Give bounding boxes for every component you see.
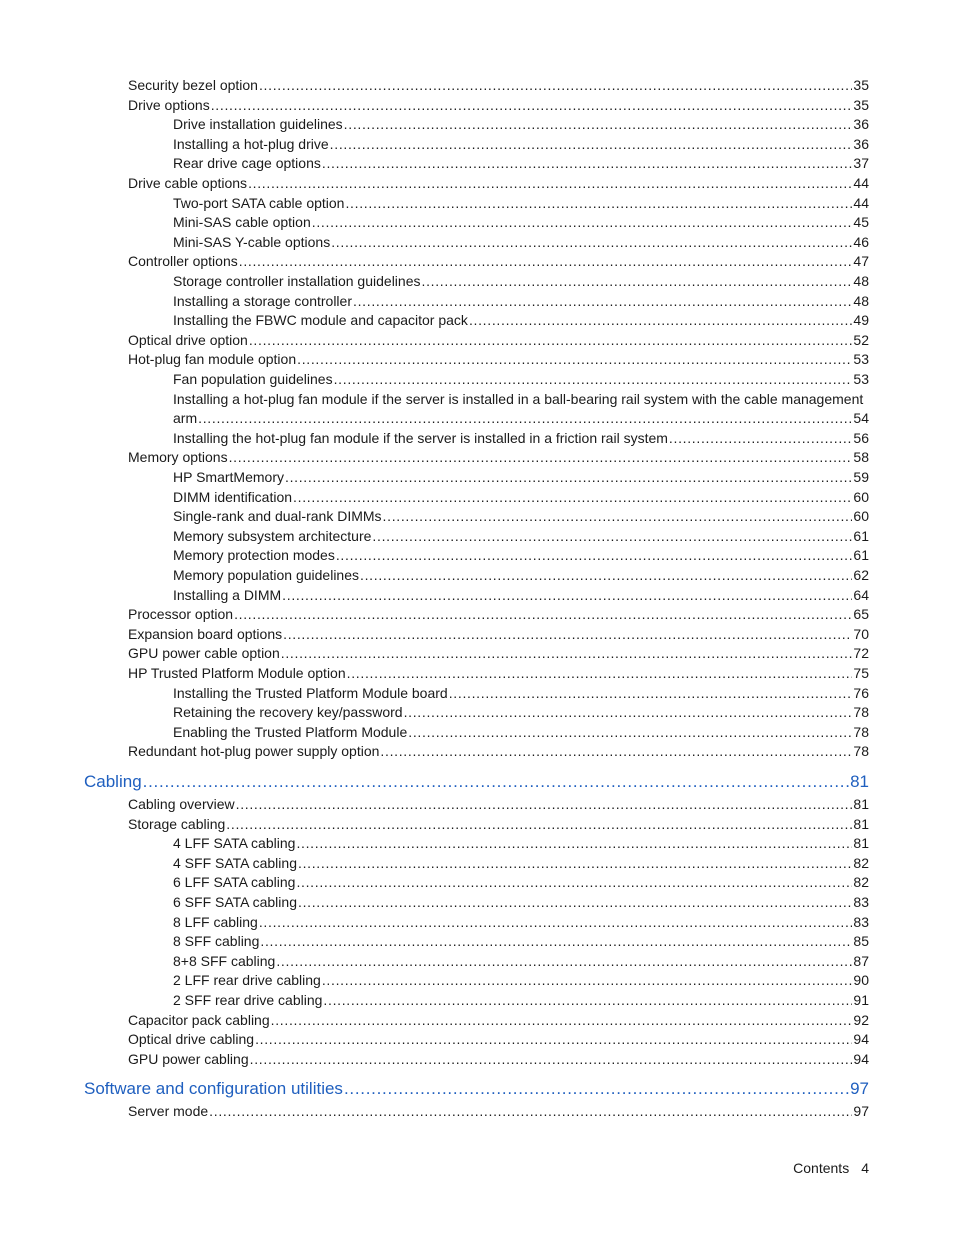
toc-page-number: 81: [853, 815, 869, 832]
dot-leader: [239, 252, 853, 270]
toc-chapter-title: Software and configuration utilities: [84, 1079, 343, 1099]
toc-page-number: 70: [853, 625, 869, 642]
toc-entry-label: Memory options: [128, 449, 228, 466]
toc-page-number: 36: [853, 135, 869, 152]
dot-leader: [312, 213, 853, 231]
toc-entry-link[interactable]: [128, 644, 869, 662]
toc-entry-label: arm: [173, 410, 198, 427]
toc-page-number: 64: [853, 586, 869, 603]
dot-leader: [421, 272, 852, 290]
toc-entry-label: 8+8 SFF cabling: [173, 952, 276, 969]
toc-chapter-link[interactable]: [84, 771, 869, 793]
toc-entry-link[interactable]: [173, 566, 869, 584]
toc-page-number: 81: [850, 772, 869, 791]
dot-leader: [298, 854, 852, 872]
dot-leader: [249, 331, 853, 349]
toc-entry-label: Rear drive cage options: [173, 155, 321, 172]
toc-entry-label: Cabling overview: [128, 796, 235, 812]
toc-page-number: 53: [853, 351, 869, 368]
toc-page-number: 78: [853, 704, 869, 721]
toc-entry-link[interactable]: [173, 971, 869, 989]
dot-leader: [226, 815, 852, 833]
toc-entry-link[interactable]: [173, 213, 869, 231]
toc-entry-label: Mini-SAS Y-cable options: [173, 233, 331, 250]
toc-page-number: 60: [853, 488, 869, 505]
toc-page-number: 62: [853, 567, 869, 583]
dot-leader: [260, 932, 852, 950]
dot-leader: [271, 1011, 853, 1029]
toc-entry-link[interactable]: [173, 115, 869, 133]
toc-chapter-title: Cabling: [84, 772, 142, 791]
toc-entry-label: Drive installation guidelines: [173, 116, 343, 133]
toc-page-number: 83: [853, 913, 869, 930]
toc-page-number: 37: [853, 155, 869, 172]
toc-entry-link[interactable]: [173, 233, 869, 251]
toc-entry-label: Installing the hot-plug fan module if the server is installed in a friction rail system: [173, 429, 668, 446]
toc-entry-link[interactable]: [128, 742, 869, 760]
toc-entry-label: Retaining the recovery key/password: [173, 704, 403, 721]
toc-page-number: 35: [853, 77, 869, 93]
toc-entry-link[interactable]: [173, 932, 869, 950]
dot-leader: [404, 703, 853, 721]
toc-entry-label: Capacitor pack cabling: [128, 1011, 270, 1028]
toc-page-number: 81: [853, 835, 869, 852]
dot-leader: [283, 625, 852, 643]
toc-page-number: 81: [853, 796, 869, 812]
toc-entry-label: 2 SFF rear drive cabling: [173, 992, 323, 1008]
dot-leader: [344, 115, 853, 133]
toc-page-number: 60: [853, 508, 869, 525]
dot-leader: [255, 1030, 852, 1048]
toc-page-number: 61: [853, 527, 869, 544]
toc-entry-link[interactable]: [173, 684, 869, 702]
dot-leader: [353, 292, 852, 310]
toc-entry-link[interactable]: [128, 625, 869, 643]
dot-leader: [143, 771, 849, 793]
toc-entry-label: DIMM identification: [173, 488, 293, 505]
dot-leader: [296, 834, 852, 852]
toc-entry-link[interactable]: [173, 854, 869, 872]
toc-entry-label: HP Trusted Platform Module option: [128, 665, 346, 681]
toc-entry-label: Storage cabling: [128, 815, 226, 832]
toc-entry-label: GPU power cabling: [128, 1050, 249, 1067]
toc-entry-link[interactable]: [128, 1050, 869, 1068]
toc-entry-link[interactable]: [173, 311, 869, 329]
toc-page-number: 78: [853, 743, 869, 760]
toc-entry-link[interactable]: [128, 1102, 869, 1120]
toc-page-number: 83: [853, 894, 869, 910]
toc-entry-link[interactable]: [128, 605, 869, 623]
toc-entry-link[interactable]: [173, 292, 869, 310]
toc-page-number: 48: [853, 292, 869, 309]
toc-entry-link[interactable]: [173, 272, 869, 290]
toc-entry-label: Security bezel option: [128, 77, 258, 93]
toc-entry-link[interactable]: [128, 664, 869, 682]
toc-page-number: 54: [853, 410, 869, 427]
toc-page-number: 47: [853, 253, 869, 270]
toc-page-number: 44: [853, 175, 869, 191]
toc-entry-link[interactable]: [173, 703, 869, 721]
dot-leader: [248, 174, 852, 192]
toc-page-number: 52: [853, 331, 869, 348]
toc-entry-label: 4 SFF SATA cabling: [173, 854, 297, 871]
dot-leader: [372, 527, 852, 545]
toc-page-number: 72: [853, 645, 869, 662]
toc-entry-link[interactable]: [128, 448, 869, 466]
toc-entry-label: 8 SFF cabling: [173, 933, 260, 950]
toc-entry-link[interactable]: [173, 873, 869, 891]
toc-entry-link[interactable]: [173, 952, 869, 970]
dot-leader: [323, 991, 852, 1009]
toc-entry-label: Optical drive option: [128, 331, 248, 348]
toc-page-number: 61: [853, 547, 869, 564]
dot-leader: [469, 311, 852, 329]
toc-entry-label: Installing a DIMM: [173, 586, 282, 603]
toc-page-number: 35: [853, 96, 869, 113]
dot-leader: [322, 154, 853, 172]
toc-entry-link[interactable]: [173, 913, 869, 931]
toc-entry-label: Hot-plug fan module option: [128, 351, 297, 368]
dot-leader: [198, 409, 852, 427]
dot-leader: [669, 429, 853, 447]
toc-entry-link[interactable]: [173, 546, 869, 564]
toc-page-number: 48: [853, 273, 869, 289]
toc-entry-label: Enabling the Trusted Platform Module: [173, 723, 408, 740]
toc-entry-label: Memory population guidelines: [173, 567, 359, 583]
toc-entry-link[interactable]: [173, 154, 869, 172]
toc-entry-label: Expansion board options: [128, 625, 283, 642]
dot-leader: [209, 1102, 852, 1120]
toc-entry-label: GPU power cable option: [128, 645, 280, 662]
dot-leader: [449, 684, 853, 702]
toc-page-number: 36: [853, 116, 869, 133]
toc-page-number: 65: [853, 606, 869, 623]
toc-page-number: 49: [853, 312, 869, 329]
toc-entry-label: 4 LFF SATA cabling: [173, 835, 296, 852]
toc-chapter-link[interactable]: [84, 1078, 869, 1100]
toc-page-number: 87: [853, 952, 869, 969]
toc-page-number: 76: [853, 684, 869, 701]
toc-entry-link[interactable]: [173, 370, 869, 388]
footer-page-number: 4: [861, 1160, 869, 1176]
dot-leader: [360, 566, 852, 584]
toc-page-number: 44: [853, 194, 869, 211]
dot-leader: [276, 952, 852, 970]
toc-entry-link[interactable]: [173, 488, 869, 506]
toc-entry-label: Fan population guidelines: [173, 371, 333, 387]
dot-leader: [259, 913, 853, 931]
dot-leader: [234, 605, 852, 623]
toc-entry-label: HP SmartMemory: [173, 469, 284, 485]
toc-entry-link[interactable]: [173, 194, 869, 212]
toc-page-number: 82: [853, 854, 869, 871]
toc-entry-label: 6 SFF SATA cabling: [173, 894, 297, 910]
toc-entry-label: Mini-SAS cable option: [173, 214, 311, 231]
dot-leader: [408, 723, 852, 741]
toc-page-number: 97: [850, 1079, 869, 1099]
toc-page-number: 45: [853, 214, 869, 231]
toc-entry-label: Controller options: [128, 253, 238, 270]
toc-page-number: 56: [853, 429, 869, 446]
dot-leader: [344, 1078, 849, 1100]
toc-entry-link[interactable]: [173, 991, 869, 1009]
toc-page-number: 75: [853, 665, 869, 681]
toc-page-number: 58: [853, 449, 869, 466]
dot-leader: [281, 644, 853, 662]
dot-leader: [345, 194, 852, 212]
toc-page-number: 94: [853, 1031, 869, 1048]
toc-entry-link[interactable]: [173, 409, 869, 427]
toc-entry-link[interactable]: [173, 723, 869, 741]
dot-leader: [296, 873, 852, 891]
toc-entry-label: 6 LFF SATA cabling: [173, 874, 296, 891]
dot-leader: [285, 468, 852, 486]
toc-entry-label: Single-rank and dual-rank DIMMs: [173, 508, 382, 525]
page-footer: [793, 1159, 869, 1177]
toc-page-number: 97: [853, 1103, 869, 1120]
toc-page-number: 59: [853, 469, 869, 485]
toc-entry-link[interactable]: [173, 507, 869, 525]
dot-leader: [293, 488, 852, 506]
toc-page-number: 94: [853, 1050, 869, 1067]
toc-page-number: 78: [853, 723, 869, 740]
toc-entry-label-line[interactable]: Installing a hot-plug fan module if the server is installed in a ball-bearing rail system with the cable management: [173, 390, 864, 407]
toc-entry-link[interactable]: [128, 1011, 869, 1029]
toc-entry-link[interactable]: [128, 174, 869, 192]
toc-entry-link[interactable]: [128, 76, 869, 94]
dot-leader: [330, 135, 853, 153]
toc-entry-label: Installing the Trusted Platform Module board: [173, 684, 448, 701]
dot-leader: [236, 795, 853, 813]
toc-entry-link[interactable]: [173, 527, 869, 545]
toc-entry-link[interactable]: [173, 586, 869, 604]
toc-entry-label: Installing a storage controller: [173, 292, 352, 309]
toc-entry-link[interactable]: [173, 834, 869, 852]
toc-page-number: 91: [853, 992, 869, 1008]
toc-entry-link[interactable]: [128, 1030, 869, 1048]
dot-leader: [331, 233, 852, 251]
toc-entry-label: Installing a hot-plug drive: [173, 135, 329, 152]
toc-entry-label: Storage controller installation guidelines: [173, 273, 421, 289]
dot-leader: [282, 586, 852, 604]
dot-leader: [347, 664, 853, 682]
dot-leader: [334, 370, 853, 388]
toc-page-number: 53: [853, 371, 869, 387]
toc-entry-link[interactable]: [128, 252, 869, 270]
toc-entry-link[interactable]: [128, 350, 869, 368]
toc-entry-label: Drive options: [128, 96, 210, 113]
dot-leader: [336, 546, 853, 564]
toc-entry-label: Optical drive cabling: [128, 1031, 255, 1048]
toc-entry-link[interactable]: [173, 468, 869, 486]
dot-leader: [211, 96, 853, 114]
toc-entry-label: Memory subsystem architecture: [173, 527, 372, 544]
toc-entry-link[interactable]: [173, 893, 869, 911]
toc-entry-label: 8 LFF cabling: [173, 913, 258, 930]
toc-entry-link[interactable]: [128, 331, 869, 349]
dot-leader: [380, 742, 852, 760]
dot-leader: [322, 971, 853, 989]
toc-entry-label: 2 LFF rear drive cabling: [173, 972, 321, 989]
dot-leader: [297, 350, 852, 368]
toc-page-number: 85: [853, 933, 869, 950]
toc-entry-label: Processor option: [128, 606, 234, 623]
toc-page-number: 92: [853, 1011, 869, 1028]
toc-entry-label: Redundant hot-plug power supply option: [128, 743, 380, 760]
toc-entry-label: Drive cable options: [128, 175, 248, 191]
toc-entry-label: Memory protection modes: [173, 547, 335, 564]
toc-entry-label: Two-port SATA cable option: [173, 194, 345, 211]
dot-leader: [250, 1050, 853, 1068]
toc-entry-label: Server mode: [128, 1103, 209, 1120]
dot-leader: [383, 507, 853, 525]
dot-leader: [259, 76, 852, 94]
toc-page-number: 82: [853, 874, 869, 891]
toc-entry-link[interactable]: [128, 96, 869, 114]
dot-leader: [298, 893, 852, 911]
footer-label: Contents: [793, 1160, 850, 1176]
toc-entry-link[interactable]: [128, 795, 869, 813]
toc-page-number: 46: [853, 233, 869, 250]
toc-entry-label: Installing the FBWC module and capacitor pack: [173, 312, 468, 329]
toc-page-number: 90: [853, 972, 869, 989]
toc-entry-link[interactable]: [173, 429, 869, 447]
toc-entry-link[interactable]: [173, 135, 869, 153]
toc-entry-link[interactable]: [128, 815, 869, 833]
dot-leader: [229, 448, 853, 466]
